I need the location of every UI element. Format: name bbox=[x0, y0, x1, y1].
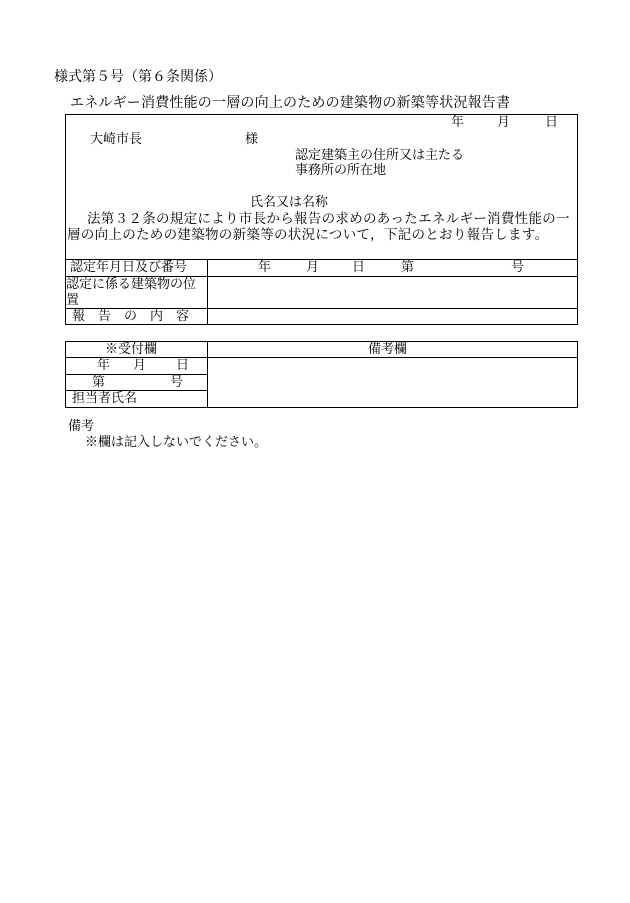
form-number: 様式第５号（第６条関係） bbox=[54, 69, 222, 85]
applicant-address-label-2: 事務所の所在地 bbox=[295, 163, 387, 178]
reception-day: 日 bbox=[176, 358, 190, 373]
reception-year: 年 bbox=[97, 358, 111, 373]
addressee-name: 大崎市長 bbox=[90, 132, 143, 147]
applicant-address-label-1: 認定建築主の住所又は主たる bbox=[295, 148, 465, 163]
reception-month: 月 bbox=[133, 358, 147, 373]
person-in-charge-label: 担当者氏名 bbox=[72, 391, 138, 406]
cert-month: 月 bbox=[306, 260, 320, 275]
building-location-label: 認定に係る建築物の位置 bbox=[66, 277, 197, 308]
reception-header: ※受付欄 bbox=[105, 342, 158, 357]
reception-dai: 第 bbox=[92, 375, 106, 390]
date-year: 年 bbox=[451, 115, 465, 130]
certification-date-number-label: 認定年月日及び番号 bbox=[70, 260, 188, 275]
remarks-header: 備考欄 bbox=[368, 342, 408, 357]
addressee-honorific: 様 bbox=[245, 132, 259, 147]
notes-line-1: ※欄は記入しないでください。 bbox=[85, 435, 268, 450]
applicant-name-label: 氏名又は名称 bbox=[250, 195, 329, 210]
cert-day: 日 bbox=[352, 260, 366, 275]
reception-go: 号 bbox=[170, 375, 184, 390]
report-content-label: 報 告 の 内 容 bbox=[72, 309, 190, 324]
date-day: 日 bbox=[545, 115, 559, 130]
cert-dai: 第 bbox=[401, 260, 415, 275]
cert-year: 年 bbox=[258, 260, 272, 275]
notes-heading: 備考 bbox=[68, 419, 95, 434]
cert-go: 号 bbox=[511, 260, 525, 275]
document-title: エネルギー消費性能の一層の向上のための建築物の新築等状況報告書 bbox=[70, 95, 511, 111]
date-month: 月 bbox=[497, 115, 511, 130]
body-text: 法第３２条の規定により市長から報告の求めのあったエネルギー消費性能の一層の向上のための建築物の新築等の状況について，下記のとおり報告します。 bbox=[67, 211, 570, 243]
